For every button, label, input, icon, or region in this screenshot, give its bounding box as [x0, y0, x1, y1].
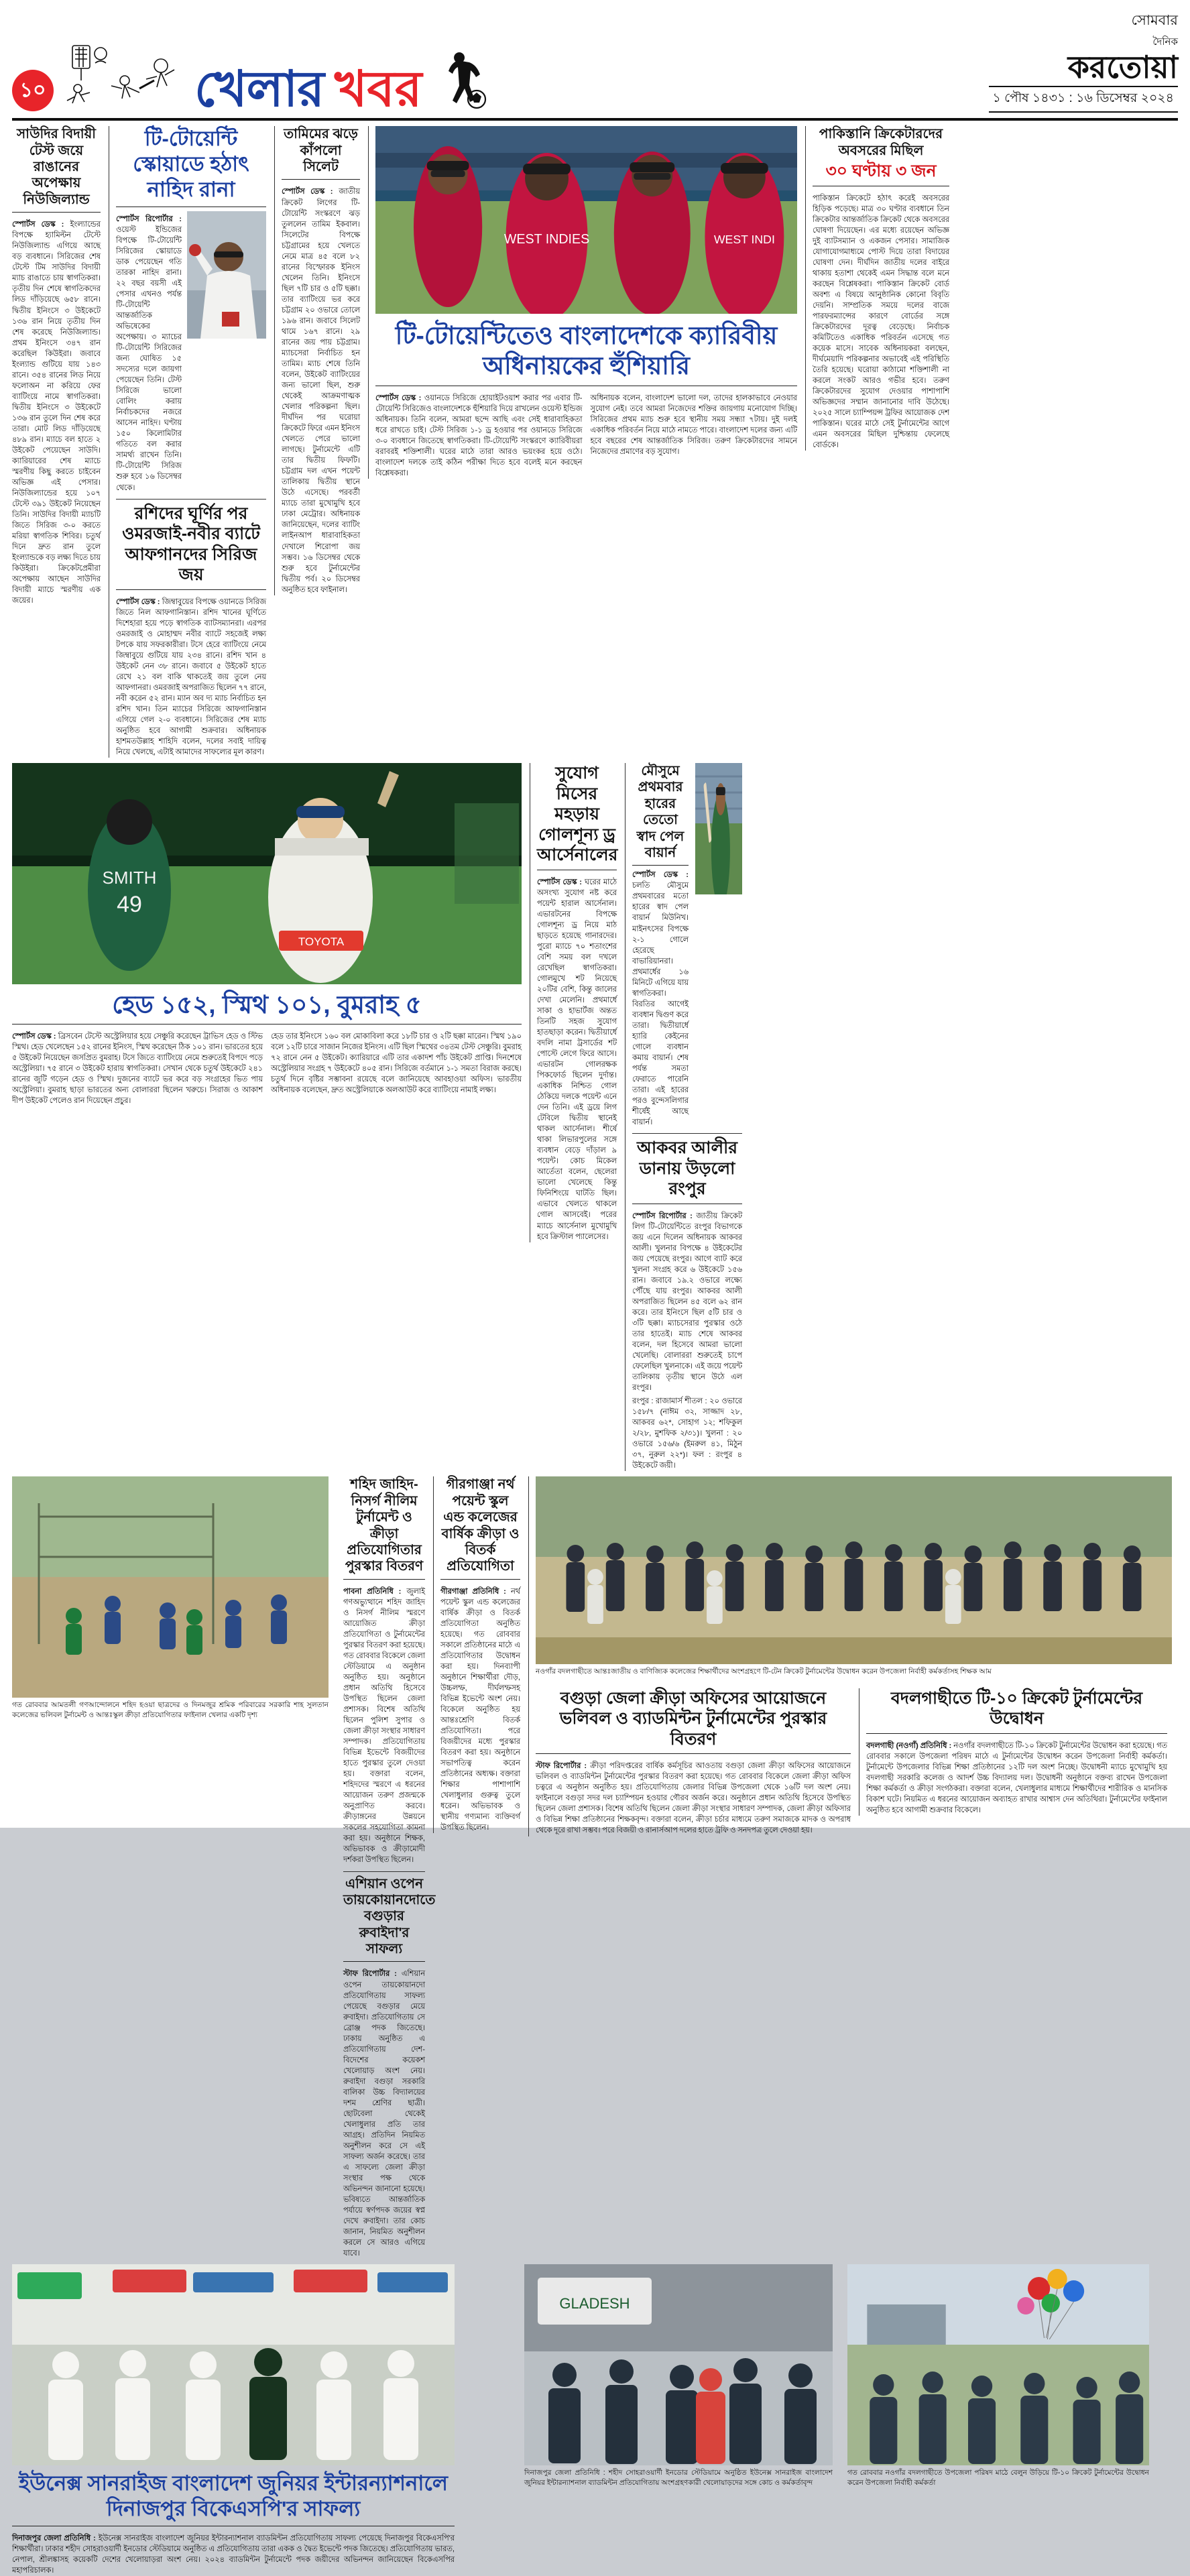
- headline-season: মৌসুমে প্রথমবার হারের তেতো স্বাদ পেল বায়ার্ন: [636, 764, 685, 860]
- headline-badalgachi: বদলগাছীতে টি-১০ ক্রিকেট টুর্নামেন্টের উদ্বোধন: [890, 1688, 1143, 1729]
- byline-shahid: পাবনা প্রতিনিধি :: [343, 1587, 402, 1596]
- sports-illustration: [60, 40, 188, 114]
- row-top: [12, 126, 1178, 758]
- body-saudi: স্পোর্টস ডেস্ক : ইংল্যান্ডের বিপক্ষে হ্যামিল্টন টেস্টে নিউজিল্যান্ড এগিয়ে আছে বড় ব্যবধানে। সিরিজের শেষ টেস্টে টিম সাউদির বিদায়ী ম্যাচ রাঙাতে চায় স্বাগতিকরা। তৃতীয় দিন শেষে স্বাগতিকদের লিড দাঁড়িয়েছে ৬৫৮ রানে। দ্বিতীয় ইনিংসে ৩ উইকেটে ১৩৬ রান নিয়ে তৃতীয় দিন শেষ করেছে নিউজিল্যান্ড। প্রথম ইনিংসে ৩৪৭ রান করেছিল কিউইরা। জবাবে ইংল্যান্ড গুটিয়ে যায় ১৪৩ রানে। ৩৫৪ রানের লিড নিয়ে ফলোঅন না করিয়ে ফের ব্যাটিংয়ে নামে স্বাগতিকরা। দ্বিতীয় ইনিংসে ৩ উইকেটে ১৩৬ রান তুলে দিন শেষ করে তারা। মোট লিড দাঁড়িয়েছে ৪৮৯ রান। ম্যাচে বল হাতে ২ উইকেট পেয়েছেন সাউদি। ক্যারিয়ারের শেষ ম্যাচে স্মরণীয় কিছু করতে চাইবেন অভিজ্ঞ এই পেসার। নিউজিল্যান্ডের হয়ে ১০৭ টেস্টে ৩৯১ উইকেট নিয়েছেন তিনি। সাউদির বিদায়ী ম্যাচটি জিতে সিরিজ ৩-০ করতে মরিয়া স্বাগতিক শিবির। চতুর্থ দিনে দ্রুত রান তুলে ইংল্যান্ডকে বড় লক্ষ্য দিতে চায় কিউইরা। ক্রিকেটপ্রেমীরা অপেক্ষায় আছেন সাউদির বিদায়ী ম্যাচে স্মরণীয় এক জয়ের।: [12, 221, 101, 605]
- column-bogra-office: [536, 1688, 851, 1836]
- photo-group-ceremony: [536, 1476, 1172, 1664]
- headline-tamim: তামিমের ঝড়ে কাঁপলো সিলেট: [284, 127, 358, 175]
- headline-warning: টি-টোয়েন্টিতেও বাংলাদেশকে ক্যারিবীয় অধিনায়কের হুঁশিয়ারি: [395, 322, 778, 380]
- stats-akbar: রংপুর : রাজামার্স শীতল : ২০ ওভারে ১৫৮/৭ (নাঈম ৩২, সাজ্জাদ ২৮, আকবর ৬২*, সোহাগ ১২; শফিকুল ২/২৮, মুশফিক ২/৩১)। খুলনা : ২০ ওভারে ১৫৬/৬ (ইমরুল ৪১, মিঠুন ৩৭, নুরুল ২২*)। ফল : রংপুর ৪ উইকেটে জয়ী।: [632, 1397, 742, 1470]
- headline-pak: পাকিস্তানি ক্রিকেটারদের অবসরের মিছিল: [819, 127, 943, 158]
- byline-t20: স্পোর্টস রিপোর্টার :: [116, 215, 182, 223]
- column-head-block: [12, 763, 522, 1106]
- masthead-title: [194, 61, 422, 117]
- column-right-lower: [528, 1476, 1172, 1836]
- column-girega: [433, 1476, 520, 1833]
- paper-kicker: দৈনিক: [1152, 36, 1178, 48]
- byline-taekwondo: স্টাফ রিপোর্টার :: [343, 1970, 397, 1979]
- column-arsenal: [530, 763, 617, 1242]
- row-lower: [12, 1476, 1178, 2259]
- headline-head: হেড ১৫২, স্মিথ ১০১, বুমরাহ ৫: [112, 991, 422, 1019]
- headline-saudi: সাউদির বিদায়ী টেস্ট জয়ে রাঙানের অপেক্ষায় নিউজিল্যান্ড: [16, 127, 97, 207]
- body-akbar: স্পোর্টস রিপোর্টার : জাতীয় ক্রিকেট লিগ টি-টোয়েন্টিতে রংপুর বিভাগকে জয় এনে দিলেন অধিনায়ক আকবর আলী। খুলনার বিপক্ষে ৪ উইকেটের জয় পেয়েছে রংপুর। আগে ব্যাট করে খুলনা সংগ্রহ করে ৬ উইকেটে ১৫৬ রান। জবাবে ১৯.২ ওভারে লক্ষ্যে পৌঁছে যায় রংপুর। আকবর আলী অপরাজিত ছিলেন ৪৫ বলে ৬২ রান করে। তার ইনিংসে ছিল ৫টি চার ও ৩টি ছক্কা। ম্যাচসেরার পুরস্কার ওঠে তার হাতেই। ম্যাচ শেষে আকবর বলেন, দল হিসেবে আমরা ভালো খেলেছি। বোলাররা শুরুতেই চাপে ফেলেছিল খুলনাকে। এই জয়ে পয়েন্ট তালিকায় তৃতীয় স্থানে উঠে এল রংপুর।: [632, 1212, 742, 1393]
- body-sunrise: দিনাজপুর জেলা প্রতিনিধি : ইউনেক্স সানরাইজ বাংলাদেশ জুনিয়র ইন্টারন্যাশনাল ব্যাডমিন্টন প্রতিযোগিতায় সাফল্য পেয়েছে দিনাজপুর বিকেএসপি'র শিক্ষার্থীরা। ঢাকার শহীদ সোহরাওয়ার্দী ইনডোর স্টেডিয়ামে অনুষ্ঠিত এ প্রতিযোগিতায় তারা একক ও দ্বৈত ইভেন্টে পদক জিতেছে। প্রতিযোগিতায় ভারত, নেপাল, শ্রীলঙ্কাসহ কয়েকটি দেশের খেলোয়াড়রা অংশ নেয়। ২০২৪ ব্যাডমিন্টন টুর্নামেন্টে পদক জয়ীদের অভিনন্দন জানিয়েছেন বিকেএসপির মহাপরিচালক।: [12, 2534, 455, 2575]
- svg-text:SMITH: SMITH: [102, 868, 157, 888]
- svg-text:TOYOTA: TOYOTA: [298, 935, 345, 949]
- headline-taekwondo: এশিয়ান ওপেন তায়কোয়ানদোতে বগুড়ার রুবাইদা'র সাফল্য: [343, 1876, 436, 1957]
- svg-text:GLADESH: GLADESH: [559, 2295, 630, 2312]
- column-5: [805, 126, 949, 451]
- body-t20: স্পোর্টস রিপোর্টার : ওয়েস্ট ইন্ডিজের বিপক্ষে টি-টোয়েন্টি সিরিজের স্কোয়াডে ডাক পেয়েছেন গতি তারকা নাহিদ রানা। ২২ বছর বয়সী এই পেসার এখনও পর্যন্ত টি-টোয়েন্টি আন্তর্জাতিক অভিষেকের অপেক্ষায়। ৩ ম্যাচের টি-টোয়েন্টি সিরিজের জন্য ঘোষিত ১৫ সদস্যের দলে জায়গা পেয়েছেন তিনি। টেস্ট সিরিজে ভালো বোলিং করায় নির্বাচকদের নজরে আসেন নাহিদ। ঘণ্টায় ১৫০ কিলোমিটার গতিতে বল করার সামর্থ্য রাখেন তিনি। টি-টোয়েন্টি সিরিজ শুরু হবে ১৬ ডিসেম্বর থেকে।: [116, 215, 182, 492]
- column-1: [12, 126, 101, 606]
- body-taekwondo: স্টাফ রিপোর্টার : এশিয়ান ওপেন তায়কোয়ানদো প্রতিযোগিতায় সাফল্য পেয়েছে বগুড়ার মেয়ে রুবাইদা। প্রতিযোগিতায় সে ব্রোঞ্জ পদক জিতেছে। ঢাকায় অনুষ্ঠিত এ প্রতিযোগিতায় দেশ-বিদেশের কয়েকশ খেলোয়াড় অংশ নেয়। রুবাইদা বগুড়া সরকারি বালিকা উচ্চ বিদ্যালয়ের দশম শ্রেণির ছাত্রী। ছোটবেলা থেকেই খেলাধুলার প্রতি তার আগ্রহ। প্রতিদিন নিয়মিত অনুশীলন করে সে এই সাফল্য অর্জন করেছে। তার এ সাফল্যে জেলা ক্রীড়া সংস্থার পক্ষ থেকে অভিনন্দন জানানো হয়েছে। ভবিষ্যতে আন্তর্জাতিক পর্যায়ে স্বর্ণপদক জয়ের স্বপ্ন দেখে রুবাইদা। তার কোচ জানান, নিয়মিত অনুশীলন করলে সে আরও এগিয়ে যাবে।: [343, 1970, 425, 2258]
- column-volleyball: [12, 1476, 329, 1727]
- byline-badalgachi: বদলগাছী (নওগাঁ) প্রতিনিধি :: [866, 1741, 952, 1750]
- byline-bogra-office: স্টাফ রিপোর্টার :: [536, 1762, 587, 1771]
- photo-west-indies-team: [375, 126, 797, 314]
- photo-nahid-rana: [187, 211, 266, 339]
- masthead-meta: [989, 9, 1178, 114]
- caption-balloon-photo: গত রোববার নওগাঁর বদলগাছীতে উপজেলা পরিষদ মাঠে বেলুন উড়িয়ে টি-১০ ক্রিকেট টুর্নামেন্টের উদ্বোধন করেন উপজেলা নির্বাহী কর্মকর্তা: [847, 2469, 1149, 2487]
- byline-warning: স্পোর্টস ডেস্ক :: [375, 394, 422, 402]
- subheadline-pak: ৩০ ঘণ্টায় ৩ জন: [825, 162, 937, 181]
- headline-girega: গীরগাঞ্জা নর্থ পয়েন্ট স্কুল এন্ড কলেজের বার্ষিক ক্রীড়া ও বিতর্ক প্রতিযোগিতা: [441, 1477, 520, 1574]
- column-bd-photo: [524, 2264, 833, 2495]
- page-number-badge: ১০: [12, 70, 54, 111]
- column-3: [274, 126, 360, 595]
- byline-tamim: স্পোর্টস ডেস্ক :: [282, 188, 333, 196]
- byline-head: স্পোর্টস ডেস্ক :: [12, 1033, 56, 1041]
- publication-day: সোমবার: [1131, 13, 1178, 28]
- byline-girega: গীরগাঞ্জা প্রতিনিধি :: [440, 1587, 506, 1596]
- masthead: [12, 9, 1178, 121]
- body-warning-left: স্পোর্টস ডেস্ক : ওয়ানডে সিরিজে হোয়াইটওয়াশ করার পর এবার টি-টোয়েন্টি সিরিজেও বাংলাদেশকে হুঁশিয়ারি দিয়ে রাখলেন ওয়েস্ট ইন্ডিজ অধিনায়ক। তিনি বলেন, আমরা ছন্দে আছি এবং সেই ধারাবাহিকতা ধরে রাখতে চাই। টেস্ট সিরিজ ১-১ ড্র হওয়ার পর ওয়ানডে সিরিজে ৩-০ ব্যবধানে জিতেছে স্বাগতিকরা। টি-টোয়েন্টি সংস্করণে ক্যারিবীয়রা বরাবরই শক্তিশালী। ঘরের মাঠে তারা আরও ভয়ংকর হয়ে ওঠে। বাংলাদেশ দলকে তাই কঠিন পরীক্ষা দিতে হবে বলেই মনে করছেন বিশ্লেষকরা।: [375, 394, 583, 477]
- svg-text:WEST INDI: WEST INDI: [713, 233, 775, 247]
- body-season: স্পোর্টস ডেস্ক : চলতি মৌসুমে প্রথমবারের মতো হারের স্বাদ পেল বায়ার্ন মিউনিখ। মাইনৎসের বিপক্ষে ২-১ গোলে হেরেছে বাভারিয়ানরা। প্রথমার্ধের ১৬ মিনিটে এগিয়ে যায় স্বাগতিকরা। বিরতির আগেই ব্যবধান দ্বিগুণ করে তারা। দ্বিতীয়ার্ধে হ্যারি কেইনের গোলে ব্যবধান কমায় বায়ার্ন। শেষ পর্যন্ত সমতা ফেরাতে পারেনি তারা। এই হারের পরও বুন্দেসলিগার শীর্ষেই আছে বায়ার্ন।: [632, 871, 689, 1127]
- publication-date: ১ পৌষ ১৪৩১ : ১৬ ডিসেম্বর ২০২৪: [989, 86, 1178, 113]
- caption-volleyball: গত রোববার আমতলী গণআন্দোলনে শহিদ হওয়া ছাত্রদের ও দিনমজুর শ্রমিক পরিবারের সরকারি শাহ সুলতান কলেজের ভলিবল টুর্নামেন্ট ও আন্তঃস্কুল ক্রীড়া প্রতিযোগিতার ফাইনাল খেলার একটি দৃশ্য: [12, 1701, 329, 1720]
- photo-balloon-inauguration: [847, 2264, 1149, 2465]
- column-badalgachi: [859, 1688, 1167, 1816]
- headline-arsenal: সুযোগ মিসের মহড়ায় গোলশূন্য ড্র আর্সেনালের: [537, 764, 618, 865]
- body-arsenal: স্পোর্টস ডেস্ক : ঘরের মাঠে অসংখ্য সুযোগ নষ্ট করে পয়েন্ট হারাল আর্সেনাল। এভারটনের বিপক্ষে গোলশূন্য ড্র নিয়ে মাঠ ছাড়তে হয়েছে গানারদের। পুরো ম্যাচে ৭০ শতাংশের বেশি সময় বল দখলে রেখেছিল স্বাগতিকরা। গোলমুখে শট নিয়েছে ২০টির বেশি, কিন্তু জালের দেখা মেলেনি। প্রথমার্ধে সাকা ও হাভার্টজ অন্তত তিনটি সহজ সুযোগ হাতছাড়া করেন। দ্বিতীয়ার্ধে বদলি নামা ট্রসার্ডের শট পোস্টে লেগে ফিরে আসে। এভারটন গোলরক্ষক পিকফোর্ড ছিলেন দুর্দান্ত। একাধিক নিশ্চিত গোল ঠেকিয়ে দলকে পয়েন্ট এনে দেন তিনি। এই ড্রয়ে লিগ টেবিলে দ্বিতীয় স্থানেই থাকল আর্সেনাল। শীর্ষে থাকা লিভারপুলের সঙ্গে ব্যবধান বেড়ে দাঁড়াল ৯ পয়েন্ট। কোচ মিকেল আর্তেতা বলেন, ছেলেরা ভালো খেলেছে কিন্তু ফিনিশিংয়ে ঘাটতি ছিল। এভাবে খেলতে থাকলে গোল আসবেই। পরের ম্যাচে আর্সেনাল মুখোমুখি হবে ক্রিস্টাল প্যালেসের।: [537, 878, 617, 1241]
- row-middle: [12, 763, 1178, 1471]
- column-balloon-photo: [841, 2264, 1149, 2495]
- body-head-right: হেড তার ইনিংসে ১৬০ বল মোকাবিলা করে ১৮টি চার ও ২টি ছক্কা মারেন। স্মিথ ১৯০ বলে ১২টি চারে সাজান নিজের ইনিংস। এটি ছিল স্মিথের ৩৪তম টেস্ট সেঞ্চুরি। বুমরাহ ৭২ রানে নেন ৫ উইকেট। ক্যারিয়ারে এটি তার একাদশ পাঁচ উইকেট প্রাপ্তি। দিনশেষে অস্ট্রেলিয়ার সংগ্রহ ৭ উইকেটে ৪০৫ রান। সিরিজে বর্তমানে ১-১ সমতা বিরাজ করছে। চতুর্থ দিনে বৃষ্টির সম্ভাবনা রয়েছে বলে জানিয়েছে আবহাওয়া অফিস। ভারতীয় অধিনায়ক বলেছেন, দ্রুত অস্ট্রেলিয়াকে অলআউট করে ব্যাটিংয়ে নামাই লক্ষ্য।: [271, 1033, 522, 1095]
- body-badalgachi: বদলগাছী (নওগাঁ) প্রতিনিধি : নওগাঁর বদলগাছীতে টি-১০ ক্রিকেট টুর্নামেন্টের উদ্বোধন করা হয়েছে। গত রোববার সকালে উপজেলা পরিষদ মাঠে এ টুর্নামেন্টের উদ্বোধন করেন উপজেলা নির্বাহী কর্মকর্তা। টুর্নামেন্টে উপজেলার বিভিন্ন শিক্ষা প্রতিষ্ঠানের ১২টি দল অংশ নিচ্ছে। উদ্বোধনী ম্যাচে মুখোমুখি হয় বদলগাছী সরকারি কলেজ ও আদর্শ উচ্চ বিদ্যালয় দল। উদ্বোধনী অনুষ্ঠানে বক্তব্য রাখেন উপজেলা শিক্ষা কর্মকর্তা ও ক্রীড়া সংগঠকরা। বক্তারা বলেন, খেলাধুলার মাধ্যমে শিক্ষার্থীদের শারীরিক ও মানসিক বিকাশ ঘটে। নিয়মিত এ ধরনের আয়োজন অব্যাহত রাখার আশ্বাস দেন অতিথিরা। টুর্নামেন্টের ফাইনাল অনুষ্ঠিত হবে আগামী শুক্রবার বিকেলে।: [866, 1741, 1167, 1814]
- paper-name: করতোয়া: [1067, 50, 1178, 84]
- photo-head-century: [12, 763, 522, 984]
- footballer-icon: [428, 47, 489, 114]
- headline-shahid: শহিদ জাহিদ-নিসর্গ নীলিম টুর্নামেন্ট ও ক্রীড়া প্রতিযোগিতার পুরস্কার বিতরণ: [345, 1477, 424, 1574]
- headline-rashid: রশিদের ঘূর্ণির পর ওমরজাই-নবীর ব্যাটে আফগানদের সিরিজ জয়: [122, 504, 260, 585]
- byline-akbar: স্পোর্টস রিপোর্টার :: [632, 1212, 693, 1220]
- byline-sunrise: দিনাজপুর জেলা প্রতিনিধি :: [12, 2534, 96, 2542]
- body-tamim: স্পোর্টস ডেস্ক : জাতীয় ক্রিকেট লিগের টি-টোয়েন্টি সংস্করণে ঝড় তুললেন তামিম ইকবাল। সিলেটের বিপক্ষে চট্টগ্রামের হয়ে খেলতে নেমে মাত্র ৪৫ বলে ৮২ রানের বিস্ফোরক ইনিংস খেলেন তিনি। ইনিংসে ছিল ৭টি চার ও ৫টি ছক্কা। তার ব্যাটিংয়ে ভর করে চট্টগ্রাম ২০ ওভারে তোলে ১৯৬ রান। জবাবে সিলেট থামে ১৬৭ রানে। ২৯ রানের জয় পায় চট্টগ্রাম। ম্যাচসেরা নির্বাচিত হন তামিম। ম্যাচ শেষে তিনি বলেন, উইকেট ব্যাটিংয়ের জন্য ভালো ছিল, শুরু থেকেই আক্রমণাত্মক খেলার পরিকল্পনা ছিল। দীর্ঘদিন পর ঘরোয়া ক্রিকেটে ফিরে এমন ইনিংস খেলতে পেরে ভালো লাগছে। টুর্নামেন্টে এটি তার দ্বিতীয় ফিফটি। চট্টগ্রাম দল এখন পয়েন্ট তালিকায় দ্বিতীয় স্থানে উঠে এসেছে। পরবর্তী ম্যাচে তারা মুখোমুখি হবে ঢাকা মেট্রোর। অধিনায়ক জানিয়েছেন, দলের ব্যাটিং লাইনআপ ধারাবাহিকতা দেখালে শিরোপা জয় সম্ভব। ১৬ ডিসেম্বর থেকে শুরু হবে টুর্নামেন্টের দ্বিতীয় পর্ব। ২০ ডিসেম্বর অনুষ্ঠিত হবে ফাইনাল।: [282, 188, 360, 594]
- byline-arsenal: স্পোর্টস ডেস্ক :: [537, 878, 583, 886]
- masthead-title-right: খবর: [334, 61, 422, 117]
- byline-saudi: স্পোর্টস ডেস্ক :: [12, 221, 64, 229]
- byline-rashid: স্পোর্টস ডেস্ক :: [116, 597, 160, 606]
- caption-bd-photo: দিনাজপুর জেলা প্রতিনিধি : শহীদ সোহরাওয়ার্দী ইনডোর স্টেডিয়ামে অনুষ্ঠিত ইউনেক্স সানরাইজ বাংলাদেশ জুনিয়র ইন্টারন্যাশনাল ব্যাডমিন্টন প্রতিযোগিতায় অংশগ্রহণকারী খেলোয়াড়দের সঙ্গে কোচ ও কর্মকর্তাবৃন্দ: [524, 2469, 833, 2487]
- byline-season: স্পোর্টস ডেস্ক :: [632, 871, 689, 880]
- body-bogra-office: স্টাফ রিপোর্টার : ক্রীড়া পরিদপ্তরের বার্ষিক কর্মসূচির আওতায় বগুড়া জেলা ক্রীড়া অফিসের আয়োজনে ভলিবল ও ব্যাডমিন্টন টুর্নামেন্টের পুরস্কার বিতরণ করা হয়েছে। গত রোববার বিকেলে জেলা ক্রীড়া অফিস চত্বরে এ অনুষ্ঠান অনুষ্ঠিত হয়। প্রতিযোগিতায় জেলার বিভিন্ন উপজেলা থেকে ১৬টি দল অংশ নেয়। ফাইনালে বগুড়া সদর দল চ্যাম্পিয়ন হওয়ার গৌরব অর্জন করে। অনুষ্ঠানে প্রধান অতিথি হিসেবে উপস্থিত ছিলেন জেলা প্রশাসক। বিশেষ অতিথি ছিলেন জেলা ক্রীড়া সংস্থার সাধারণ সম্পাদক, জেলা ক্রীড়া অফিসার ও বিভিন্ন শিক্ষা প্রতিষ্ঠানের শিক্ষকবৃন্দ। বক্তারা বলেন, ক্রীড়া চর্চার মাধ্যমে তরুণ সমাজকে মাদক ও অপরাধ থেকে দূরে রাখা সম্ভব। পরে বিজয়ী ও রানার্সআপ দলের হাতে ট্রফি ও সনদপত্র তুলে দেওয়া হয়।: [536, 1762, 851, 1835]
- row-bottom: [12, 2264, 1178, 2576]
- headline-bogra-office: বগুড়া জেলা ক্রীড়া অফিসের আয়োজনে ভলিবল ও ব্যাডমিন্টন টুর্নামেন্টের পুরস্কার বিতরণ: [559, 1688, 827, 1749]
- column-2: [109, 126, 266, 758]
- body-warning-right: অধিনায়ক বলেন, বাংলাদেশ ভালো দল, তাদের হালকাভাবে নেওয়ার সুযোগ নেই। তবে আমরা নিজেদের শক্তির জায়গায় মনোযোগ দিচ্ছি। সিরিজের প্রথম ম্যাচ শুরু হবে স্থানীয় সময় সন্ধ্যা ৭টায়। দুই দলই একাধিক পরিবর্তন নিয়ে মাঠে নামতে পারে। বাংলাদেশ দলের জন্য এটি হবে বছরের শেষ আন্তর্জাতিক সিরিজ। তরুণ ক্রিকেটারদের সামনে নিজেদের প্রমাণের বড় সুযোগ।: [590, 394, 797, 456]
- column-shahid: [337, 1476, 436, 2259]
- body-rashid: স্পোর্টস ডেস্ক : জিম্বাবুয়ের বিপক্ষে ওয়ানডে সিরিজ জিতে নিল আফগানিস্তান। রশিদ খানের ঘূর্ণিতে দিশেহারা হয়ে পড়ে স্বাগতিক ব্যাটসম্যানরা। এরপর ওমরজাই ও মোহাম্মদ নবীর ব্যাটে সহজেই লক্ষ্য টপকে যায় সফরকারীরা। টসে হেরে ব্যাটিংয়ে নেমে জিম্বাবুয়ে গুটিয়ে যায় ২৩৪ রানে। রশিদ খান ৪ উইকেট নেন ৩৮ রানে। জবাবে ৫ উইকেট হাতে রেখে ২১ বল বাকি থাকতেই জয় তুলে নেয় আফগানরা। ওমরজাই অপরাজিত ছিলেন ৭৭ রানে, নবী করেন ৫২ রান। ম্যান অব দ্য ম্যাচ নির্বাচিত হন রশিদ খান। তিন ম্যাচের সিরিজে আফগানিস্তান এগিয়ে গেল ২-০ ব্যবধানে। সিরিজের শেষ ম্যাচ অনুষ্ঠিত হবে আগামী শুক্রবার। অধিনায়ক হাশমতউল্লাহ শাহিদি বলেন, দলের সবাই দায়িত্ব নিয়ে খেলছে, এটাই আমাদের সাফল্যের মূল কারণ।: [116, 597, 266, 756]
- svg-text:49: 49: [117, 892, 142, 918]
- headline-t20: টি-টোয়েন্টি স্কোয়াডে হঠাৎ নাহিদ রানা: [133, 127, 249, 201]
- column-4: [368, 126, 797, 479]
- body-head-left: স্পোর্টস ডেস্ক : ব্রিসবেন টেস্টে অস্ট্রেলিয়ার হয়ে সেঞ্চুরি করেছেন ট্রাভিস হেড ও স্টিভ স্মিথ। হেড খেলেছেন ১৫২ রানের ইনিংস, স্মিথ করেছেন ঠিক ১০১ রান। ভারতের হয়ে ৫ উইকেট নিয়েছেন জসপ্রিত বুমরাহ। টসে জিতে ব্যাটিংয়ে নেমে শুরুতেই বিপদে পড়ে অস্ট্রেলিয়া। ৭৫ রানে ৩ উইকেট হারায় স্বাগতিকরা। সেখান থেকে চতুর্থ উইকেটে ২৪১ রানের জুটি গড়েন হেড ও স্মিথ। দুজনের ব্যাটে ভর করে বড় সংগ্রহের ভিত পায় অস্ট্রেলিয়া। বুমরাহ ছাড়া ভারতের অন্য বোলাররা ছিলেন খরুচে। সিরাজ ও আকাশ দীপ উইকেট পেলেও রান দিয়েছেন প্রচুর।: [12, 1033, 263, 1106]
- body-shahid: পাবনা প্রতিনিধি : জুলাই গণঅভ্যুত্থানে শহিদ জাহিদ ও নিসর্গ নীলিম স্মরণে আয়োজিত ক্রীড়া প্রতিযোগিতা ও টুর্নামেন্টের পুরস্কার বিতরণ করা হয়েছে। গত রোববার বিকেলে জেলা স্টেডিয়ামে এ অনুষ্ঠান অনুষ্ঠিত হয়। অনুষ্ঠানে প্রধান অতিথি হিসেবে উপস্থিত ছিলেন জেলা প্রশাসক। বিশেষ অতিথি ছিলেন পুলিশ সুপার ও জেলা ক্রীড়া সংস্থার সাধারণ সম্পাদক। প্রতিযোগিতায় বিভিন্ন ইভেন্টে বিজয়ীদের হাতে পুরস্কার তুলে দেওয়া হয়। বক্তারা বলেন, শহিদদের স্মরণে এ ধরনের আয়োজন তরুণ প্রজন্মকে অনুপ্রাণিত করবে। ক্রীড়াঙ্গনের উন্নয়নে সকলের সহযোগিতা কামনা করা হয়। অনুষ্ঠানে শিক্ষক, অভিভাবক ও ক্রীড়ামোদী দর্শকরা উপস্থিত ছিলেন।: [343, 1587, 425, 1865]
- photo-badminton-team: [12, 2264, 455, 2465]
- body-girega: গীরগাঞ্জা প্রতিনিধি : নর্থ পয়েন্ট স্কুল এন্ড কলেজের বার্ষিক ক্রীড়া ও বিতর্ক প্রতিযোগিতা অনুষ্ঠিত হয়েছে। গত রোববার সকালে প্রতিষ্ঠানের মাঠে এ প্রতিযোগিতার উদ্বোধন করা হয়। দিনব্যাপী অনুষ্ঠানে শিক্ষার্থীরা দৌড়, উচ্চলম্ফ, দীর্ঘলম্ফসহ বিভিন্ন ইভেন্টে অংশ নেয়। বিকেলে অনুষ্ঠিত হয় আন্তঃশ্রেণি বিতর্ক প্রতিযোগিতা। পরে বিজয়ীদের মধ্যে পুরস্কার বিতরণ করা হয়। অনুষ্ঠানে সভাপতিত্ব করেন প্রতিষ্ঠানের অধ্যক্ষ। বক্তারা শিক্ষার পাশাপাশি খেলাধুলার গুরুত্ব তুলে ধরেন। অভিভাবক ও স্থানীয় গণ্যমান্য ব্যক্তিবর্গ উপস্থিত ছিলেন।: [440, 1587, 520, 1832]
- photo-award-ceremony: [524, 2264, 833, 2465]
- column-sunrise: [12, 2264, 455, 2576]
- body-pak: পাকিস্তান ক্রিকেটে হঠাৎ করেই অবসরের হিড়িক পড়েছে। মাত্র ৩০ ঘণ্টার ব্যবধানে তিন ক্রিকেটার আন্তর্জাতিক ক্রিকেট থেকে অবসরের ঘোষণা দিয়েছেন। এর মধ্যে রয়েছেন অভিজ্ঞ দুই ব্যাটসম্যান ও একজন পেসার। সামাজিক যোগাযোগমাধ্যমে পোস্ট দিয়ে তারা বিদায়ের ঘোষণা দেন। দীর্ঘদিন জাতীয় দলের বাইরে থাকায় হতাশা থেকেই এমন সিদ্ধান্ত বলে মনে করছেন বিশ্লেষকরা। পাকিস্তান ক্রিকেট বোর্ড অবশ্য এ বিষয়ে আনুষ্ঠানিক কোনো বিবৃতি দেয়নি। সাম্প্রতিক সময়ে দলের বাজে পারফরম্যান্সের কারণে বোর্ডের সঙ্গে ক্রিকেটারদের দূরত্ব বেড়েছে। নির্বাচক কমিটিতেও একাধিক পরিবর্তন এসেছে গত কয়েক মাসে। সাবেক অধিনায়করা বলছেন, দীর্ঘমেয়াদি পরিকল্পনার অভাবেই এই পরিস্থিতি তৈরি হয়েছে। ঘরোয়া কাঠামো শক্তিশালী না করলে সংকট আরও গভীর হবে। তরুণ ক্রিকেটারদের সুযোগ দেওয়ার পাশাপাশি অভিজ্ঞদের সম্মান জানানোর দাবি উঠেছে। ২০২৫ সালে চ্যাম্পিয়ন্স ট্রফির আয়োজক দেশ পাকিস্তান। ঘরের মাঠে সেই টুর্নামেন্টের আগে এমন অবসরের মিছিল দুশ্চিন্তায় ফেলেছে বোর্ডকে।: [813, 194, 949, 450]
- headline-akbar: আকবর আলীর ডানায় উড়লো রংপুর: [637, 1138, 737, 1199]
- masthead-title-left: খেলার: [194, 61, 324, 117]
- svg-text:WEST INDIES: WEST INDIES: [503, 232, 590, 247]
- photo-akbar-ali: [695, 763, 742, 894]
- column-akbar: [625, 763, 742, 1471]
- headline-sunrise: ইউনেক্স সানরাইজ বাংলাদেশ জুনিয়র ইন্টারন্যাশনালে দিনাজপুর বিকেএসপি'র সাফল্য: [19, 2471, 448, 2521]
- caption-badalgachi-photo: নওগাঁর বদলগাছীতে আন্তঃজাতীয় ও বাণিজ্যিক কলেজের শিক্ষার্থীদের অংশগ্রহণে টি-টেন ক্রিকেট টুর্নামেন্টের উদ্বোধন করেন উপজেলা নির্বাহী কর্মকর্তাসহ শিক্ষক আম: [536, 1667, 992, 1676]
- photo-volleyball-match: [12, 1476, 329, 1698]
